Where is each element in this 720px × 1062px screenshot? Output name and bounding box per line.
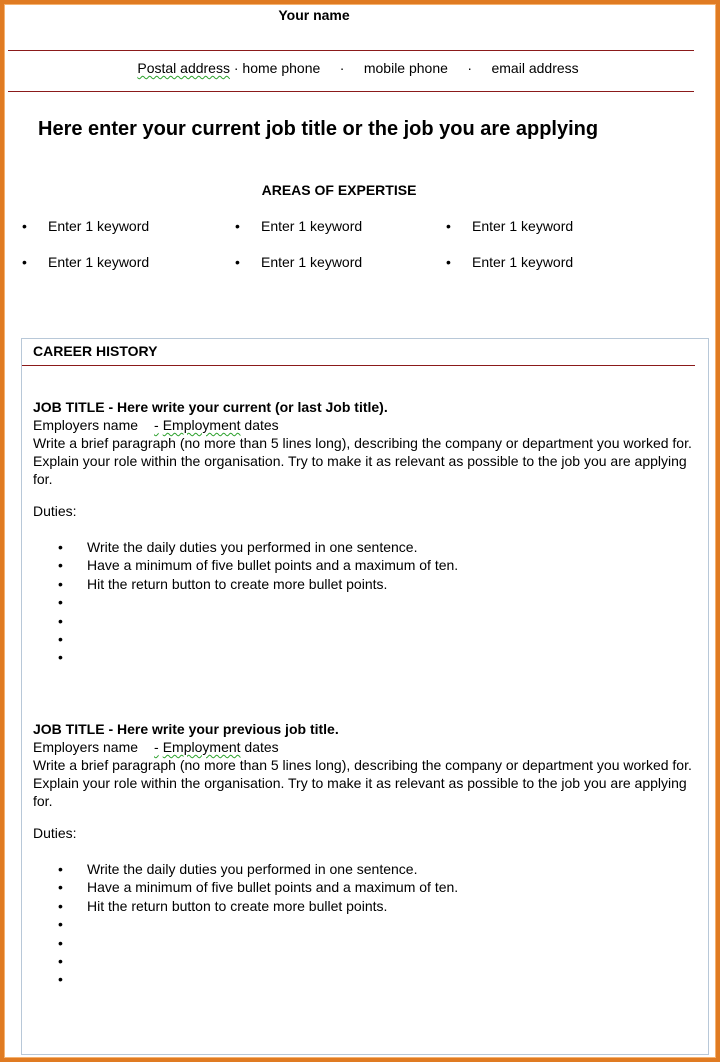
resume-name: Your name [278,7,350,23]
header-rule-bottom [8,91,694,92]
bullet-icon: • [58,934,63,951]
career-history-rule [22,365,695,366]
bullet-icon: • [235,254,240,270]
contact-line [0,60,716,76]
bullet-icon: • [58,649,63,666]
bullet-icon: • [446,254,451,270]
contact-email: email address [491,60,579,76]
contact-separator: · [339,60,345,76]
contact-home-phone: home phone [242,60,321,76]
bullet-icon: • [58,575,63,592]
duties-label: Duties: [33,825,77,841]
job-description: Write a brief paragraph (no more than 5 lines long), describing the company or department you worked for. Explain your role within the organisation. Try to make it as relevant as possible to the job you are applying for. [33,757,692,809]
employment-word: Employment [162,417,241,433]
bullet-icon: • [58,594,63,611]
header-rule-top [8,50,694,51]
bullet-icon: • [235,218,240,234]
bullet-icon: • [58,557,63,574]
headline-job-title: Here enter your current job title or the job you are applying [38,118,599,140]
bullet-icon: • [58,630,63,647]
bullet-icon: • [446,218,451,234]
bullet-icon: • [22,254,27,270]
bullet-icon: • [58,897,63,914]
job-entry [33,398,693,488]
job-title: JOB TITLE - Here write your previous job title. [33,721,339,737]
bullet-icon: • [58,879,63,896]
employer-line: Employers name - Employment dates [33,417,279,433]
job-description: Write a brief paragraph (no more than 5 lines long), describing the company or department you worked for. Explain your role within the organisation. Try to make it as relevant as possible to the job you are applying for. [33,435,692,487]
job-title: JOB TITLE - Here write your current (or last Job title). [33,399,388,415]
career-history-title: CAREER HISTORY [33,343,158,359]
bullet-icon: • [58,539,63,555]
bullet-icon: • [58,612,63,629]
bullet-icon: • [22,218,27,234]
employer-line: Employers name - Employment dates [33,739,279,755]
duties-label: Duties: [33,503,77,519]
contact-mobile-phone: mobile phone [363,60,448,76]
employment-word: Employment [162,739,241,755]
job-entry [33,720,693,810]
contact-separator: · [229,60,243,76]
bullet-icon: • [58,952,63,969]
contact-postal: Postal address [137,60,230,76]
bullet-icon: • [58,916,63,933]
areas-of-expertise-title: AREAS OF EXPERTISE [261,182,417,198]
contact-separator: · [467,60,473,76]
bullet-icon: • [58,971,63,988]
bullet-icon: • [58,861,63,877]
